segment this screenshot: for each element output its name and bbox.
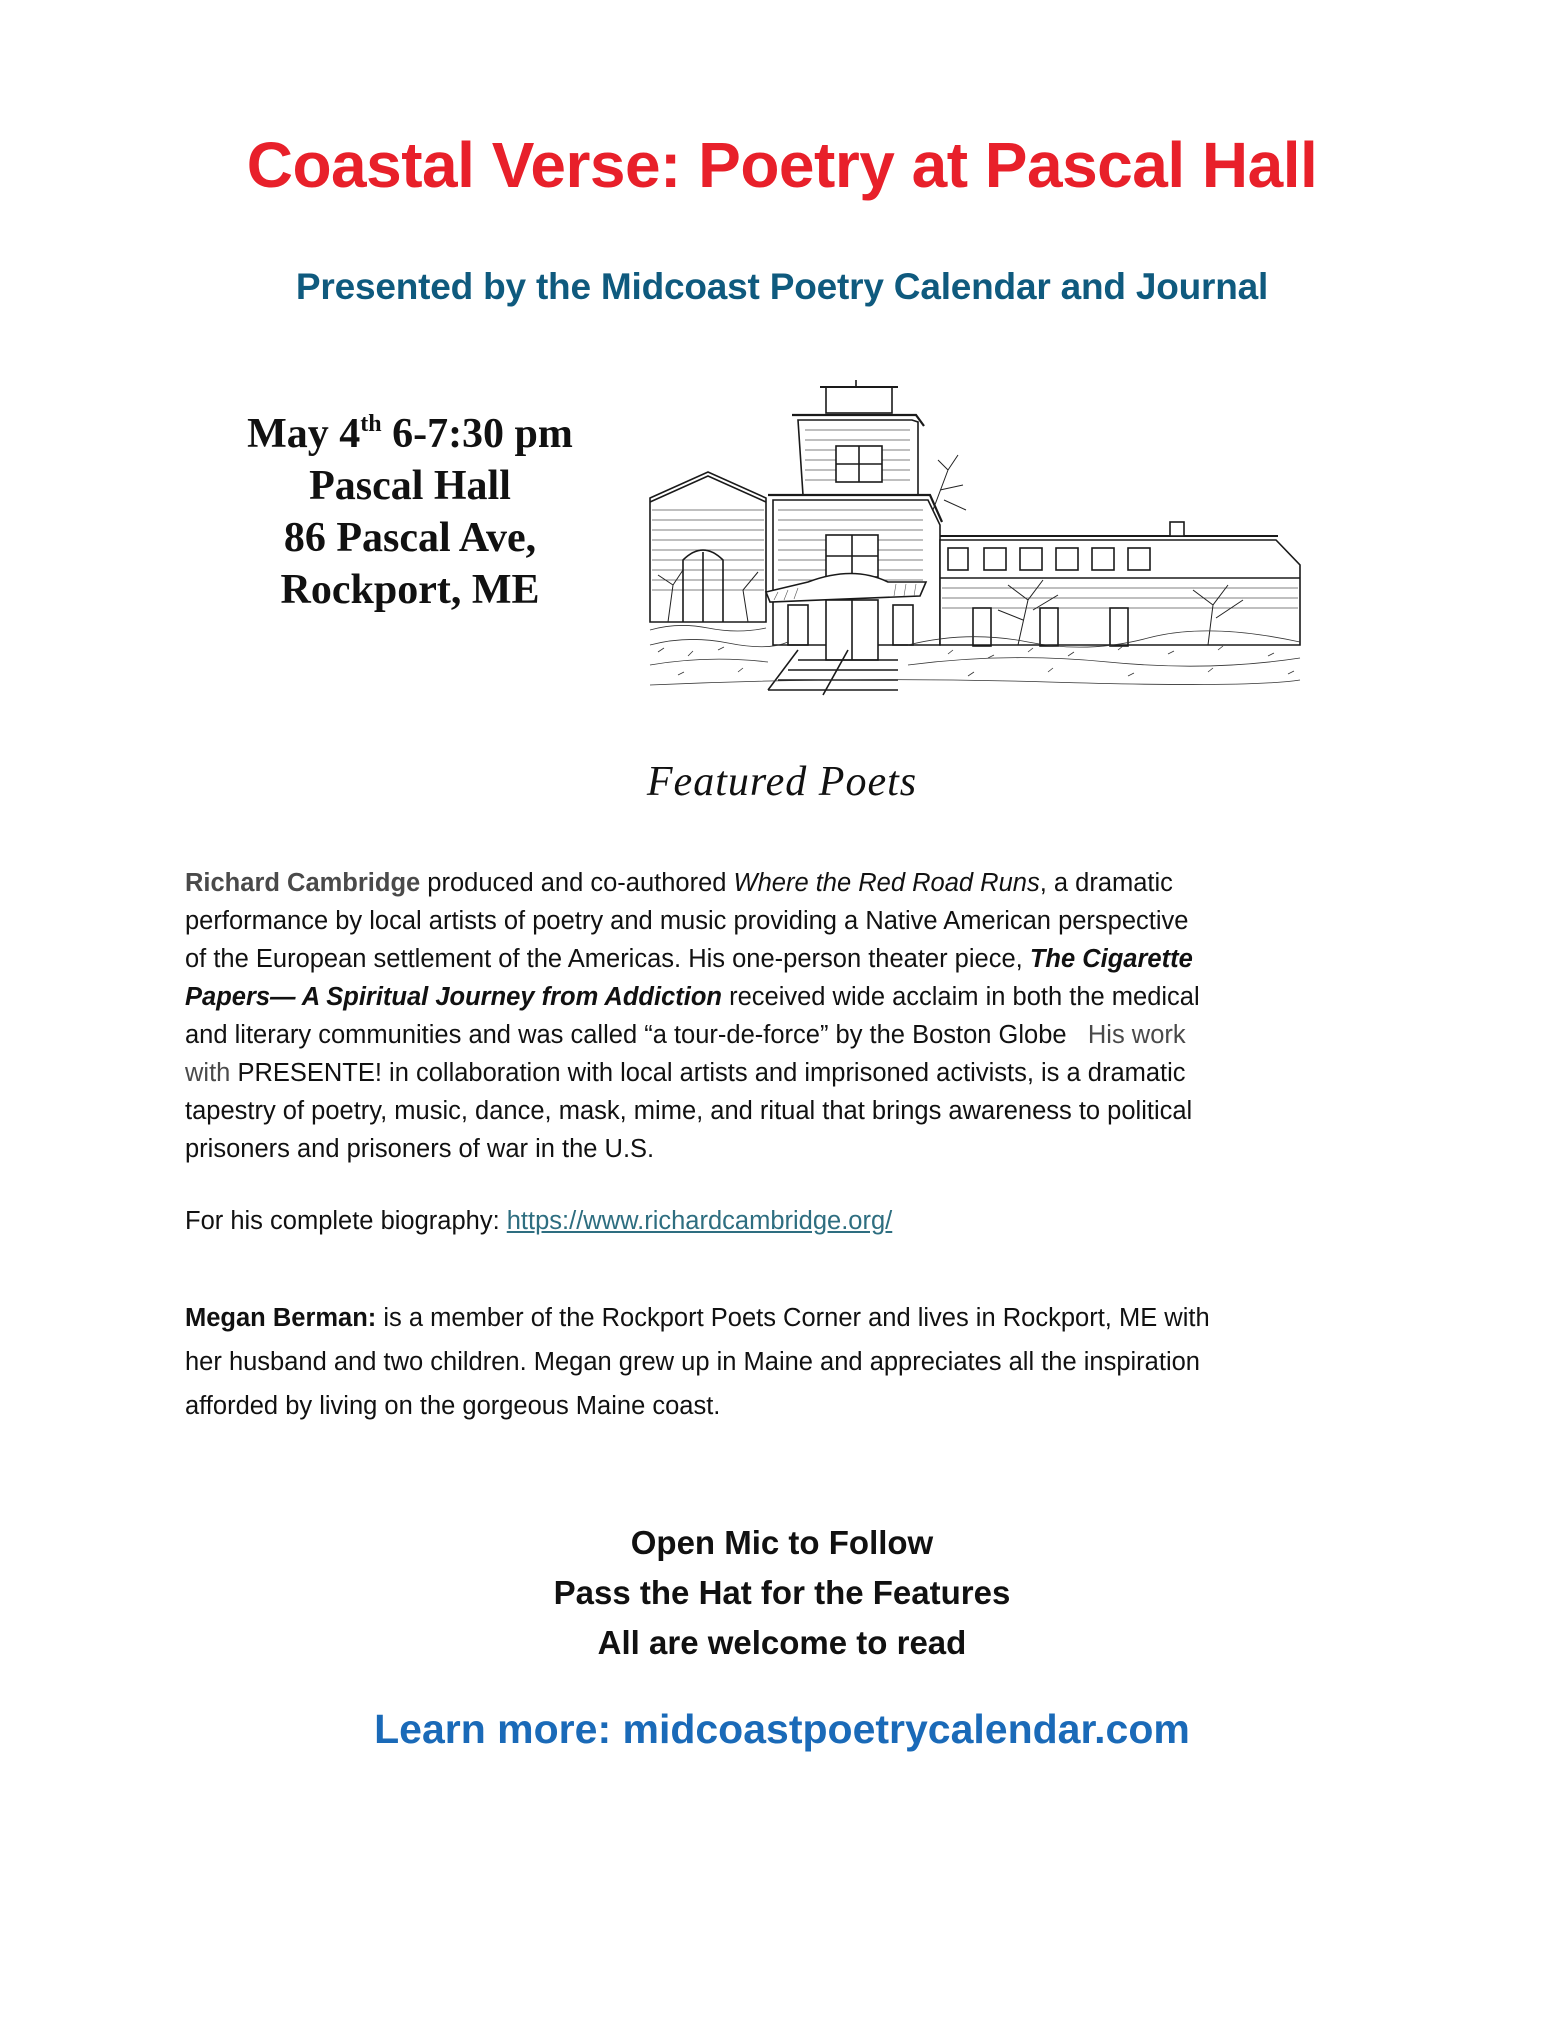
bio-text: with (185, 1059, 238, 1087)
event-date-suffix: th (360, 411, 382, 437)
bio-line: her husband and two children. Megan grew up in Maine and appreciates all the inspiration (185, 1348, 1200, 1376)
bio-line (185, 864, 1375, 902)
closing-notes (0, 1518, 1564, 1668)
bio-line: prisoners and prisoners of war in the U.S. (185, 1135, 655, 1163)
event-venue: Pascal Hall (309, 463, 511, 509)
bio-line: afforded by living on the gorgeous Maine coast. (185, 1392, 721, 1420)
page-subtitle: Presented by the Midcoast Poetry Calendar and Journal (295, 266, 1269, 307)
poet-name-richard: Richard Cambridge (185, 869, 421, 897)
bio-text: is a member of the Rockport Poets Corner and lives in Rockport, ME with (376, 1304, 1210, 1332)
bio-text: and literary communities and was called “a tour-de-force” by the Boston Globe (185, 1021, 1074, 1049)
bio-line (185, 1296, 1375, 1340)
event-info (200, 408, 620, 616)
poet-name-megan: Megan Berman: (185, 1304, 377, 1332)
pass-the-hat-note: Pass the Hat for the Features (553, 1574, 1011, 1611)
event-street: 86 Pascal Ave, (283, 515, 537, 561)
featured-poets-heading: Featured Poets (646, 759, 918, 805)
bio-text: produced and co-authored (420, 869, 734, 897)
event-city: Rockport, ME (280, 567, 540, 613)
open-mic-note: Open Mic to Follow (630, 1524, 934, 1561)
work-title: The Cigarette (1029, 945, 1193, 973)
work-title: Papers— A Spiritual Journey from Addiction (185, 983, 722, 1011)
megan-berman-bio (185, 1296, 1375, 1428)
bio-text: His work (1073, 1021, 1186, 1049)
bio-line (185, 940, 1375, 978)
biography-link-line (185, 1202, 1375, 1240)
bio-text: PRESENTE! in collaboration with local artists and imprisoned activists, is a dramatic (237, 1059, 1186, 1087)
welcome-note: All are welcome to read (597, 1624, 967, 1661)
bio-link-row (185, 1202, 1375, 1240)
cupola (826, 387, 892, 413)
bio-text: of the European settlement of the Americas. His one-person theater piece, (185, 945, 1030, 973)
event-time: 6-7:30 pm (392, 411, 573, 457)
work-title: Where the Red Road Runs (733, 869, 1040, 897)
building-sketch-illustration (648, 360, 1402, 700)
bio-line (185, 978, 1375, 1016)
bio-line: performance by local artists of poetry and music providing a Native American perspective (185, 907, 1189, 935)
event-date: May 4 (247, 411, 361, 457)
biography-link[interactable]: https://www.richardcambridge.org/ (506, 1207, 893, 1235)
bio-text: , a dramatic (1039, 869, 1173, 897)
event-date-time (200, 408, 620, 460)
learn-more-link[interactable]: Learn more: midcoastpoetrycalendar.com (374, 1706, 1190, 1752)
richard-cambridge-bio (185, 864, 1375, 1168)
bio-line (185, 1016, 1375, 1054)
page-title: Coastal Verse: Poetry at Pascal Hall (246, 129, 1318, 201)
bio-line: tapestry of poetry, music, dance, mask, mime, and ritual that brings awareness to political (185, 1097, 1193, 1125)
right-wing (940, 540, 1300, 645)
bio-text: received wide acclaim in both the medical (722, 983, 1200, 1011)
bio-line (185, 1054, 1375, 1092)
biography-label: For his complete biography: (185, 1207, 507, 1235)
bare-tree (933, 455, 966, 510)
